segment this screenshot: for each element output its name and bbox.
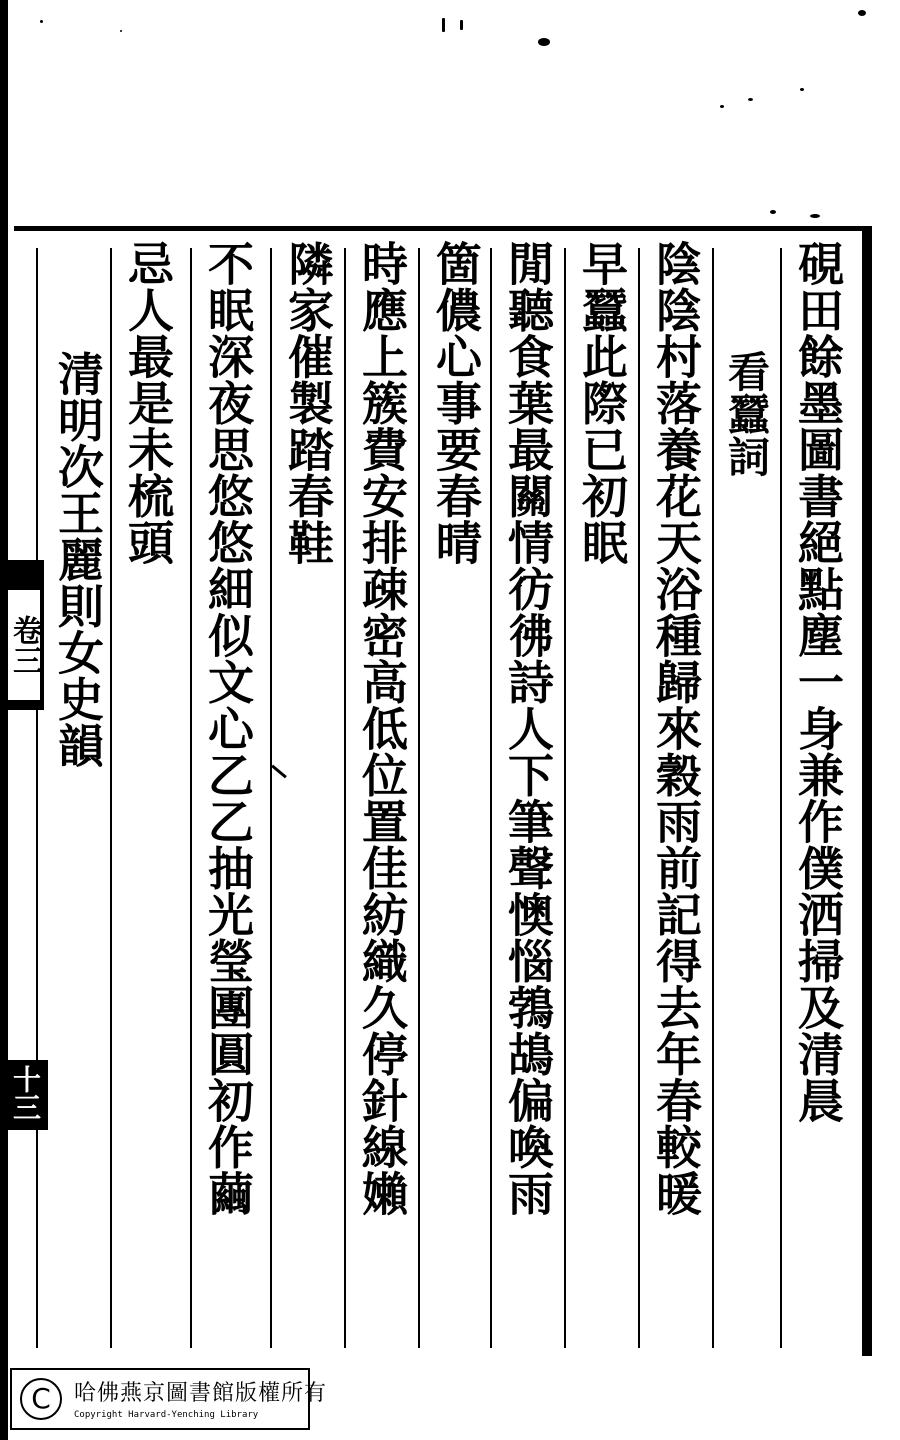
scan-speck xyxy=(460,20,463,30)
text-column-5: 閒聽食葉最關情彷彿詩人下筆聲懊惱鵓鴣偏喚雨 xyxy=(501,240,555,1217)
page-number: 十三 xyxy=(9,1065,42,1121)
text-column-1: 硯田餘墨圖書絕點塵一身兼作僕洒掃及清晨 xyxy=(791,240,845,1124)
scan-speck xyxy=(720,105,724,108)
column-rule xyxy=(638,248,640,1348)
text-column-7: 時應上簇費安排疎密高低位置佳紡織久停針線嬾 xyxy=(355,240,409,1217)
scan-speck xyxy=(770,210,776,214)
copyright-english: Copyright Harvard-Yenching Library xyxy=(74,1410,259,1420)
text-column-8: 隣家催製踏春鞋 xyxy=(281,240,335,566)
text-column-4: 早蠶此際已初眠 xyxy=(575,240,629,566)
column-rule xyxy=(270,248,272,1348)
column-rule xyxy=(564,248,566,1348)
copyright-symbol: C xyxy=(20,1378,62,1420)
column-rule xyxy=(418,248,420,1348)
column-rule xyxy=(780,248,782,1348)
scan-speck xyxy=(40,20,43,23)
scan-speck xyxy=(810,214,820,218)
copyright-chinese: 哈佛燕京圖書館版權所有 xyxy=(74,1381,328,1406)
copyright-stamp xyxy=(10,1368,328,1430)
scan-speck xyxy=(442,18,445,32)
text-column-6: 箇儂心事要春晴 xyxy=(429,240,483,566)
scan-speck xyxy=(538,38,550,46)
text-column-3: 陰陰村落養花天浴種歸來穀雨前記得去年春較暖 xyxy=(649,240,703,1217)
page-left-border xyxy=(0,0,8,1440)
column-rule xyxy=(344,248,346,1348)
column-rule xyxy=(110,248,112,1348)
text-column-9: 不眠深夜思悠悠細似文心乙乙抽光瑩團圓初作繭 xyxy=(201,240,255,1217)
volume-label: 卷三 xyxy=(8,590,40,700)
text-column-10: 忌人最是未梳頭 xyxy=(121,240,175,566)
column-rule xyxy=(490,248,492,1348)
scan-speck xyxy=(748,98,753,101)
column-rule xyxy=(190,248,192,1348)
scan-speck xyxy=(800,88,804,91)
scan-speck xyxy=(120,30,122,32)
text-column-2-heading: 看蠶詞 xyxy=(722,350,771,478)
column-rule xyxy=(712,248,714,1348)
column-rule xyxy=(36,248,38,1348)
scan-speck xyxy=(858,10,866,16)
text-column-11-heading: 清明次王麗則女史韻 xyxy=(51,350,105,769)
